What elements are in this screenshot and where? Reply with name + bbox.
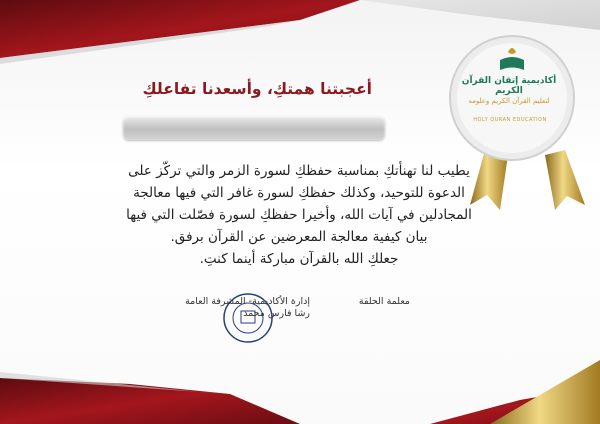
logo-subtitle: لتعليم القرآن الكريم وعلومه: [468, 97, 550, 105]
body-line: يطيب لنا تهنأتكِ بمناسبة حفظكِ لسورة الزمر والتي تركّز على: [128, 163, 470, 179]
admin-title: إدارة الأكاديمية- المشرفة العامة: [185, 296, 310, 307]
logo-arabic: أكاديمية إتقان القرآن الكريم: [461, 76, 557, 96]
body-line: جعلكِ الله بالقرآن مباركة أينما كنتِ.: [199, 251, 399, 267]
admin-signature-block: [165, 296, 310, 320]
body-line: بيان كيفية معالجة المعرضين عن القرآن برفق.: [170, 229, 428, 245]
bottom-red-ribbon: [0, 378, 300, 424]
logo-english: HOLY QURAN EDUCATION: [473, 117, 547, 123]
certificate-heading: أعجبتنا همتكِ، وأسعدنا تفاعلكِ: [142, 80, 372, 98]
admin-name: رشا فارس محمد: [243, 308, 310, 319]
teacher-signature-title: معلمة الحلقة: [358, 296, 410, 307]
certificate-body: [75, 160, 523, 270]
logo-title: [454, 76, 564, 106]
recipient-name-bar: [123, 116, 385, 140]
body-line: المجادلين في آيات الله، وأخيرا حفظكِ لسورة فصّلت التي فيها: [126, 207, 472, 223]
top-red-ribbon: [0, 0, 360, 58]
body-line: الدعوة للتوحيد، وكذلك حفظكِ لسورة غافر التي فيها معالجة: [133, 185, 465, 201]
